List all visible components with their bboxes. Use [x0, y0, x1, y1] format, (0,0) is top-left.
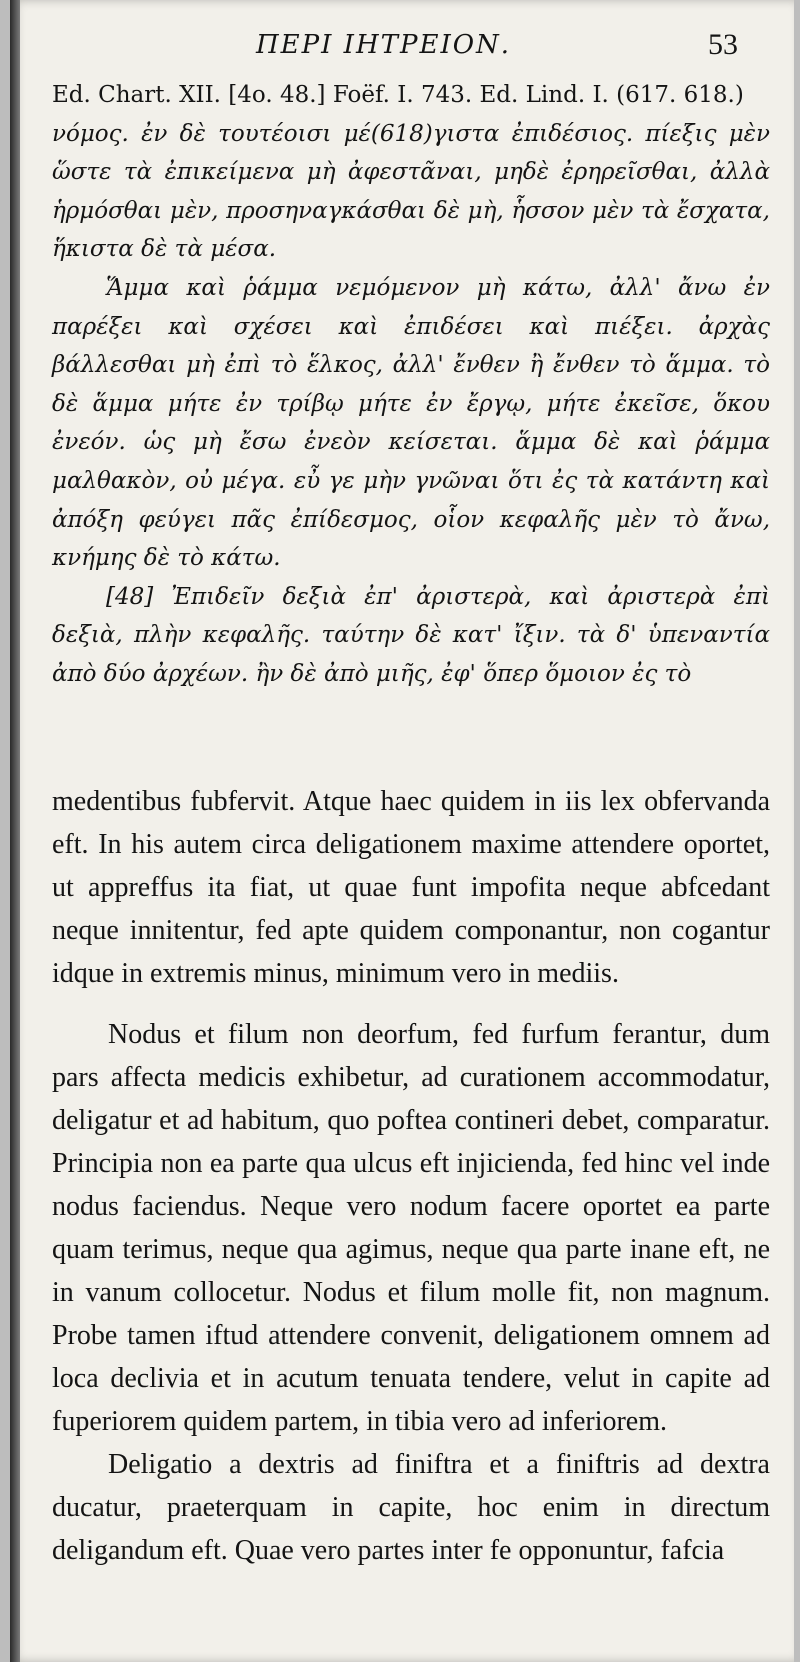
- book-page: [10, 0, 794, 1662]
- edition-reference-line: Ed. Chart. XII. [4o. 48.] Foëf. I. 743. Ed. Lind. I. (617. 618.): [52, 82, 744, 108]
- running-title: ΠΕΡΙ ΙΗΤΡΕΙΟΝ.: [256, 30, 512, 60]
- greek-paragraph-3: [48] Ἐπιδεῖν δεξιὰ ἐπ' ἀριστερὰ, καὶ ἀριστερὰ ἐπὶ δεξιὰ, πλὴν κεφαλῆς. ταύτην δὲ κατ' ἴξιν. τὰ δ' ὑπεναντία ἀπὸ δύο ἀρχέων. ἢν δὲ ἀπὸ μιῆς, ἐφ' ὅπερ ὅμοιον ἐς τὸ: [52, 583, 770, 687]
- greek-text-block: [52, 76, 770, 694]
- page-number: 53: [708, 28, 738, 61]
- latin-translation-block: [52, 780, 770, 1572]
- greek-paragraph-1: νόμος. ἐν δὲ τουτέοισι μέ(618)γιστα ἐπιδέσιος. πίεξις μὲν ὥστε τὰ ἐπικείμενα μὴ ἀφεστᾶναι, μηδὲ ἐρηρεῖσθαι, ἀλλὰ ἡρμόσθαι μὲν, προσηναγκάσθαι δὲ μὴ, ἧσσον μὲν τὰ ἔσχατα, ἥκιστα δὲ τὰ μέσα.: [52, 120, 770, 263]
- binding-gutter: [10, 0, 20, 1662]
- latin-paragraph-2: Nodus et filum non deorfum, fed furfum ferantur, dum pars affecta medicis exhibetur, ad curationem accommodatur, deligatur et ad habitum, quo poftea contineri debet, comparatur. Principia non ea parte qua ulcus eft injicienda, fed hinc vel inde nodus faciendus. Neque vero nodum facere oportet ea parte quam terimus, neque qua agimus, neque qua parte inane eft, ne in vanum collocetur. Nodus et filum molle fit, non magnum. Probe tamen iftud attendere convenit, deligationem omnem ad loca declivia et in acutum tenuata tendere, velut in capite ad fuperiorem quidem partem, in tibia vero ad inferiorem.: [52, 1019, 770, 1437]
- latin-paragraph-3: Deligatio a dextris ad finiftra et a finiftris ad dextra ducatur, praeterquam in capite, hoc enim in directum deligandum eft. Quae vero partes inter fe opponuntur, fafcia: [52, 1449, 770, 1566]
- latin-paragraph-1: medentibus fubfervit. Atque haec quidem in iis lex obfervanda eft. In his autem circa deligationem maxime attendere oportet, ut appreffus ita fiat, ut quae funt impofita neque abfcedant neque innitentur, fed apte quidem componantur, non cogantur idque in extremis minus, minimum vero in mediis.: [52, 786, 770, 989]
- greek-paragraph-2: Ἅμμα καὶ ῥάμμα νεμόμενον μὴ κάτω, ἀλλ' ἄνω ἐν παρέξει καὶ σχέσει καὶ ἐπιδέσει καὶ πιέξει. ἀρχὰς βάλλεσθαι μὴ ἐπὶ τὸ ἕλκος, ἀλλ' ἔνθεν ἢ ἔνθεν τὸ ἅμμα. τὸ δὲ ἅμμα μήτε ἐν τρίβῳ μήτε ἐν ἔργῳ, μήτε ἐκεῖσε, ὅκου ἐνεόν. ὡς μὴ ἔσω ἐνεὸν κείσεται. ἅμμα δὲ καὶ ῥάμμα μαλθακὸν, οὐ μέγα. εὖ γε μὴν γνῶναι ὅτι ἐς τὰ κατάντη καὶ ἀπόξη φεύγει πᾶς ἐπίδεσμος, οἷον κεφαλῆς μὲν τὸ ἄνω, κνήμης δὲ τὸ κάτω.: [52, 274, 770, 572]
